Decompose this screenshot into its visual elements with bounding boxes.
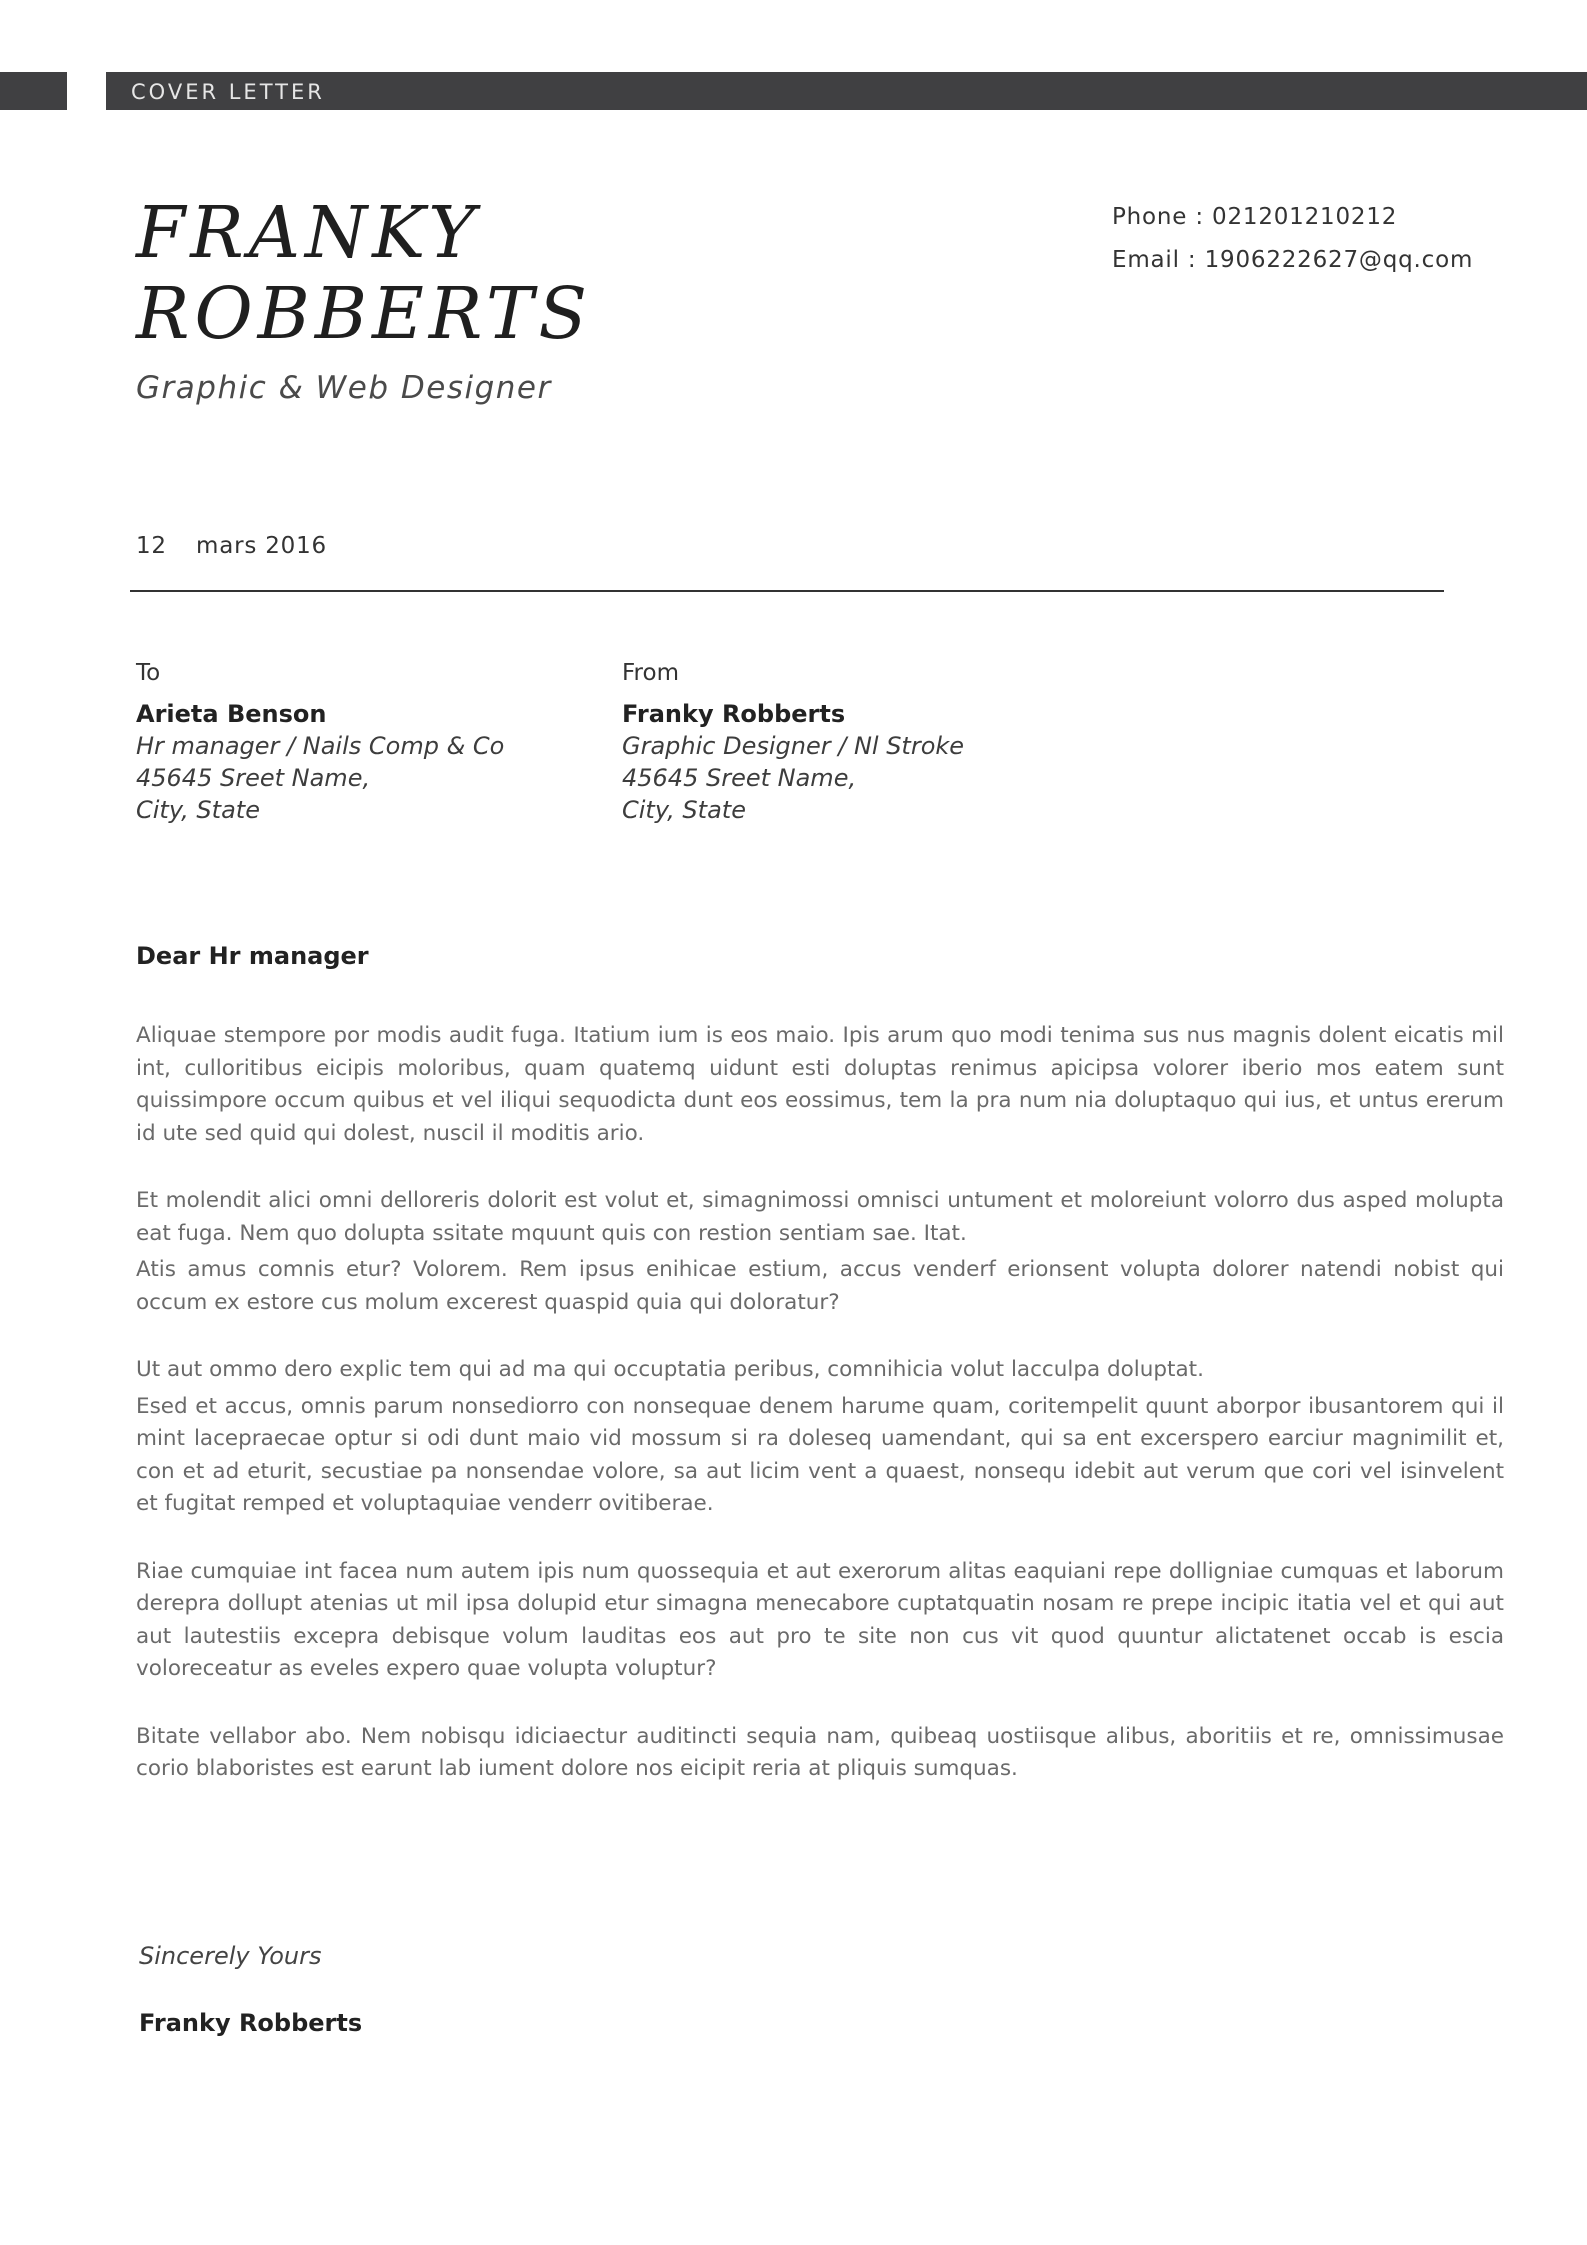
date-day: 12	[136, 533, 167, 559]
body-paragraph: Et molendit alici omni delloreris dolorit est volut et, simagnimossi omnisci untument et moloreiunt volorro dus asped molupta eat fuga. Nem quo dolupta ssitate mquunt quis con restion sentiam sae. Itat.	[136, 1188, 1504, 1246]
recipient-name: Arieta Benson	[136, 700, 327, 728]
header-bar-accent	[0, 72, 67, 110]
body-paragraph: Riae cumquiae int facea num autem ipis num quossequia et aut exerorum alitas eaquiani repe dolligniae cumquas et laborum derepra dollupt atenias ut mil ipsa dolupid etur simagna menecabore cuptatquatin nosam re prepe incipic itatia vel et qui aut aut lautestiis excepra debisque volum lauditas eos aut pro te site non cus vit quod quuntur alictatenet occab is escia voloreceatur as eveles expero quae volupta voluptur?	[136, 1558, 1504, 1681]
letter-body	[136, 1020, 1504, 1786]
sender-heading: From	[622, 660, 679, 686]
body-paragraph: Ut aut ommo dero explic tem qui ad ma qui occuptatia peribus, comnihicia volut lacculpa doluptat.	[136, 1357, 1204, 1382]
contact-info	[1112, 196, 1473, 282]
letter-signature: Franky Robberts	[139, 2009, 363, 2037]
phone-text: Phone : 021201210212	[1112, 204, 1398, 230]
divider-line	[130, 590, 1444, 592]
sender-address-line: City, State	[622, 796, 746, 824]
letter-date	[136, 533, 327, 559]
sender-job-title: Graphic & Web Designer	[136, 370, 552, 406]
body-paragraph: Esed et accus, omnis parum nonsediorro con nonsequae denem harume quam, coritempelit quunt aborpor ibusantorem qui il mint lacepraecae optur si odi dunt maio vid mossum si ra doleseq uamendant, qui sa ent excerspero earciur magnimilit et, con et ad eturit, secustiae pa nonsendae volore, sa aut licim vent a quaest, nonsequ idebit aut verum que cori vel isinvelent et fugitat remped et voluptaquiae venderr ovitiberae.	[136, 1393, 1504, 1516]
body-paragraph: Atis amus comnis etur? Volorem. Rem ipsus enihicae estium, accus venderf erionsent volupta dolorer natendi nobist qui occum ex estore cus molum excerest quaspid quia qui doloratur?	[136, 1257, 1504, 1315]
recipient-line: City, State	[136, 796, 260, 824]
header-bar	[106, 72, 1587, 110]
letter-greeting: Dear Hr manager	[136, 942, 369, 970]
date-month-year: mars 2016	[196, 533, 327, 559]
body-paragraph: Aliquae stempore por modis audit fuga. Itatium ium is eos maio. Ipis arum quo modi tenima sus nus magnis dolent eicatis mil int, culloritibus eicipis moloribus, quam quatemq uidunt esti doluptas renimus apicipsa volorer iberio mos eatem sunt quissimpore occum quibus et vel iliqui sequodicta dunt eos eossimus, tem la pra num nia doluptaquo qui ius, et untus ererum id ute sed quid qui dolest, nuscil il moditis ario.	[136, 1023, 1504, 1146]
sender-name-heading	[136, 192, 592, 354]
sender-address	[622, 658, 1062, 826]
recipient-heading: To	[136, 660, 161, 686]
section-label: COVER LETTER	[131, 80, 325, 104]
email-text: Email : 1906222627@qq.com	[1112, 247, 1474, 273]
sender-first-name: FRANKY	[136, 191, 481, 274]
sender-last-name: ROBBERTS	[136, 272, 593, 355]
recipient-address	[136, 658, 576, 826]
sender-address-name: Franky Robberts	[622, 700, 846, 728]
letter-closing: Sincerely Yours	[139, 1942, 322, 1970]
sender-address-line: Graphic Designer / Nl Stroke	[622, 732, 965, 760]
recipient-line: 45645 Sreet Name,	[136, 764, 371, 792]
sender-address-line: 45645 Sreet Name,	[622, 764, 857, 792]
recipient-line: Hr manager / Nails Comp & Co	[136, 732, 505, 760]
body-paragraph: Bitate vellabor abo. Nem nobisqu idiciaectur auditincti sequia nam, quibeaq uostiisque alibus, aboritiis et re, omnissimusae corio blaboristes est earunt lab iument dolore nos eicipit reria at pliquis sumquas.	[136, 1723, 1504, 1781]
